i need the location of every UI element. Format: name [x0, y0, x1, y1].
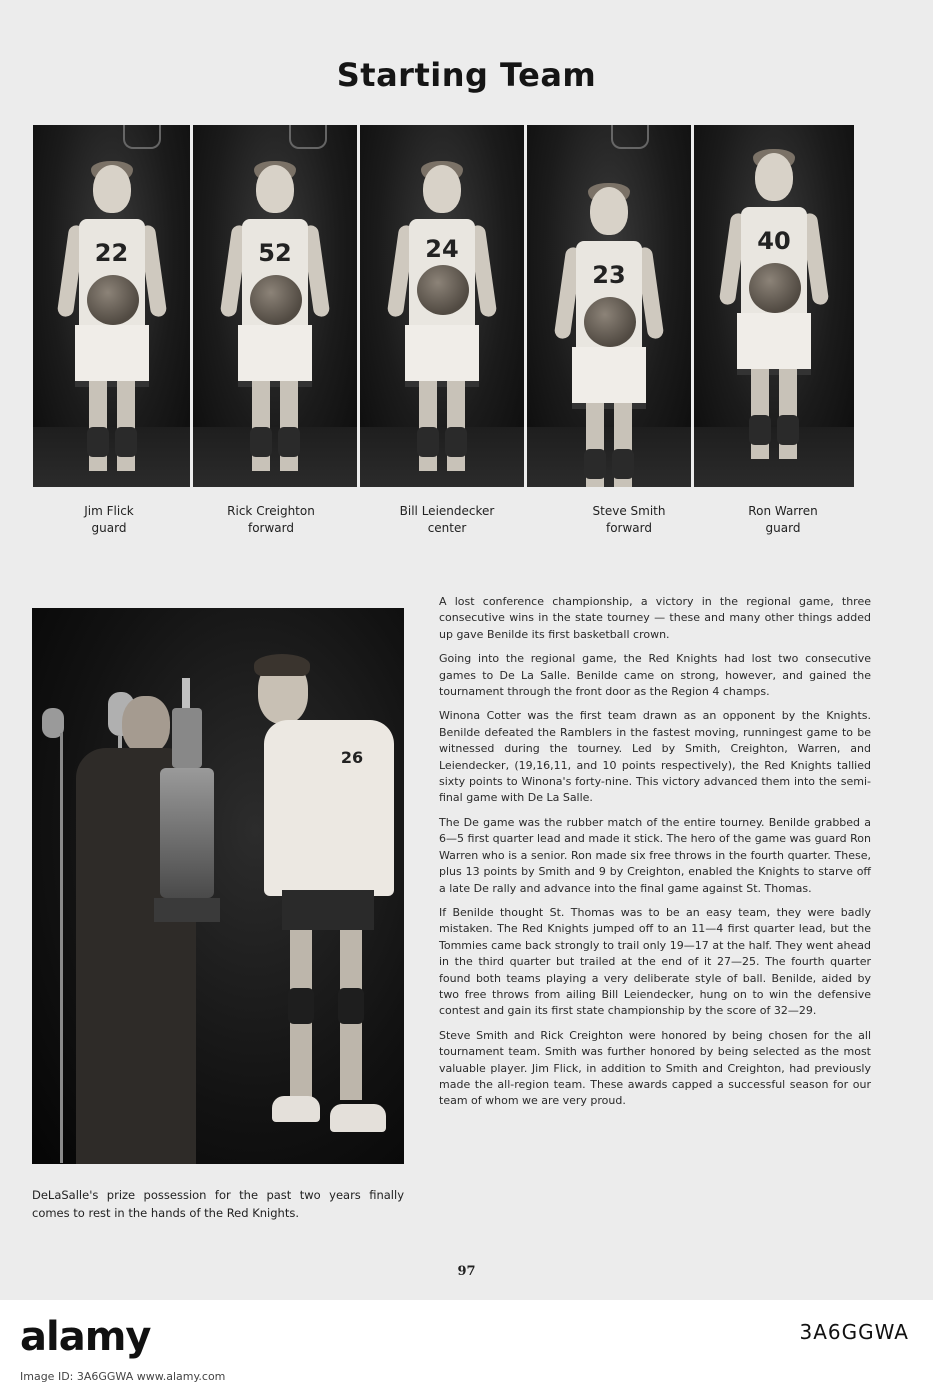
basketball [250, 275, 302, 325]
trophy-presentation-photo [32, 608, 404, 1164]
player-name: Rick Creighton [227, 504, 315, 518]
player-figure [57, 165, 167, 487]
page-number: 97 [457, 1264, 476, 1279]
article-paragraph: Winona Cotter was the first team drawn as an opponent by the Knights. Benilde defeated the Ramblers in the fastest moving, runningest game to be witnessed during the tourney. Led by Smith, Creighton, Warren, and Leiendecker, (19,16,11, and 10 points respectively), the Red Knights tallied sixty points to Winona's forty-nine. This victory advanced them into the semi-final game with De La Salle. [439, 709, 871, 805]
basketball-hoop [123, 125, 161, 149]
basketball [87, 275, 139, 325]
page-title: Starting Team [336, 56, 597, 94]
article-body [439, 594, 871, 1118]
basketball [584, 297, 636, 347]
player-position: forward [605, 521, 652, 535]
player-name: Bill Leiendecker [399, 504, 495, 518]
alamy-logo: alamy [20, 1314, 151, 1360]
jersey-number: 24 [425, 235, 459, 263]
image-id: 3A6GGWA [799, 1320, 909, 1344]
article-paragraph: The De game was the rubber match of the entire tourney. Benilde grabbed a 6—5 first quarter lead and made it stick. The hero of the game was guard Ron Warren who is a senior. Ron made six free throws in the fourth quarter. These, plus 13 points by Smith and 9 by Creighton, enabled the Knights to starve off a late De rally and advance into the final game against St. Thomas. [439, 815, 871, 895]
player-position: guard [91, 521, 127, 535]
player-position: forward [247, 521, 294, 535]
player-photo-ron-warren [694, 125, 854, 487]
jacket-number: 26 [340, 748, 364, 767]
player-caption [196, 503, 346, 537]
jersey-number: 52 [258, 239, 292, 267]
player-photo-rick-creighton [193, 125, 357, 487]
warmup-jacket [264, 720, 394, 896]
player-photo-jim-flick [33, 125, 190, 487]
player-figure [554, 187, 664, 487]
article-paragraph: A lost conference championship, a victory in the regional game, three consecutive wins in the state tourney — these and many other things added up gave Benilde its first basketball crown. [439, 595, 871, 641]
sneaker [272, 1096, 320, 1122]
player-position: center [427, 521, 467, 535]
player-shorts [282, 890, 374, 930]
stock-footer [0, 1300, 933, 1390]
jersey-number: 23 [592, 261, 626, 289]
player-figure [220, 165, 330, 487]
player-name: Ron Warren [748, 504, 818, 518]
player-name: Steve Smith [592, 504, 666, 518]
article-paragraph: If Benilde thought St. Thomas was to be an easy team, they were badly mistaken. The Red Knights jumped off to an 11—4 first quarter lead, but the Tommies came back strongly to trail only 19—17 at the half. They went ahead in the third quarter but trailed at the end of it 27—25. The fourth quarter found both teams playing a very deliberate style of ball. Benilde, aided by two free throws from ailing Bill Leiendecker, hung on to win the defensive contest and gain its first state championship by the score of 32—29. [439, 905, 871, 1018]
player-figure [719, 153, 829, 475]
player-caption [34, 503, 184, 537]
player-name: Jim Flick [84, 504, 134, 518]
basketball-hoop [289, 125, 327, 149]
basketball-hoop [611, 125, 649, 149]
article-paragraph: Steve Smith and Rick Creighton were honored by being chosen for the all tournament team. Smith was further honored by being selected as the most valuable player. Jim Flick, in addition to Smith and Creighton, had previously made the all-region team. These awards capped a successful season for our team of whom we are very proud. [439, 1028, 871, 1108]
player-caption [554, 503, 704, 537]
article-paragraph: Going into the regional game, the Red Knights had lost two consecutive games to De La Salle. Benilde came on strong, however, and gained the tournament through the front door as the Region 4 champs. [439, 652, 871, 699]
sneaker [330, 1104, 386, 1132]
presenter-head [122, 696, 170, 754]
jersey-number: 22 [94, 239, 129, 267]
player-figure [387, 165, 497, 487]
footer-meta: Image ID: 3A6GGWA www.alamy.com [20, 1370, 226, 1383]
player-caption [708, 503, 858, 537]
player-caption [372, 503, 522, 537]
jersey-number: 40 [757, 227, 791, 255]
basketball [749, 263, 801, 313]
player-photo-steve-smith [527, 125, 691, 487]
player-photo-bill-leiendecker [360, 125, 524, 487]
photo-caption: DeLaSalle's prize possession for the past two years finally comes to rest in the hands of the Red Knights. [32, 1188, 404, 1220]
basketball [417, 265, 469, 315]
trophy [182, 678, 190, 708]
player-position: guard [765, 521, 801, 535]
